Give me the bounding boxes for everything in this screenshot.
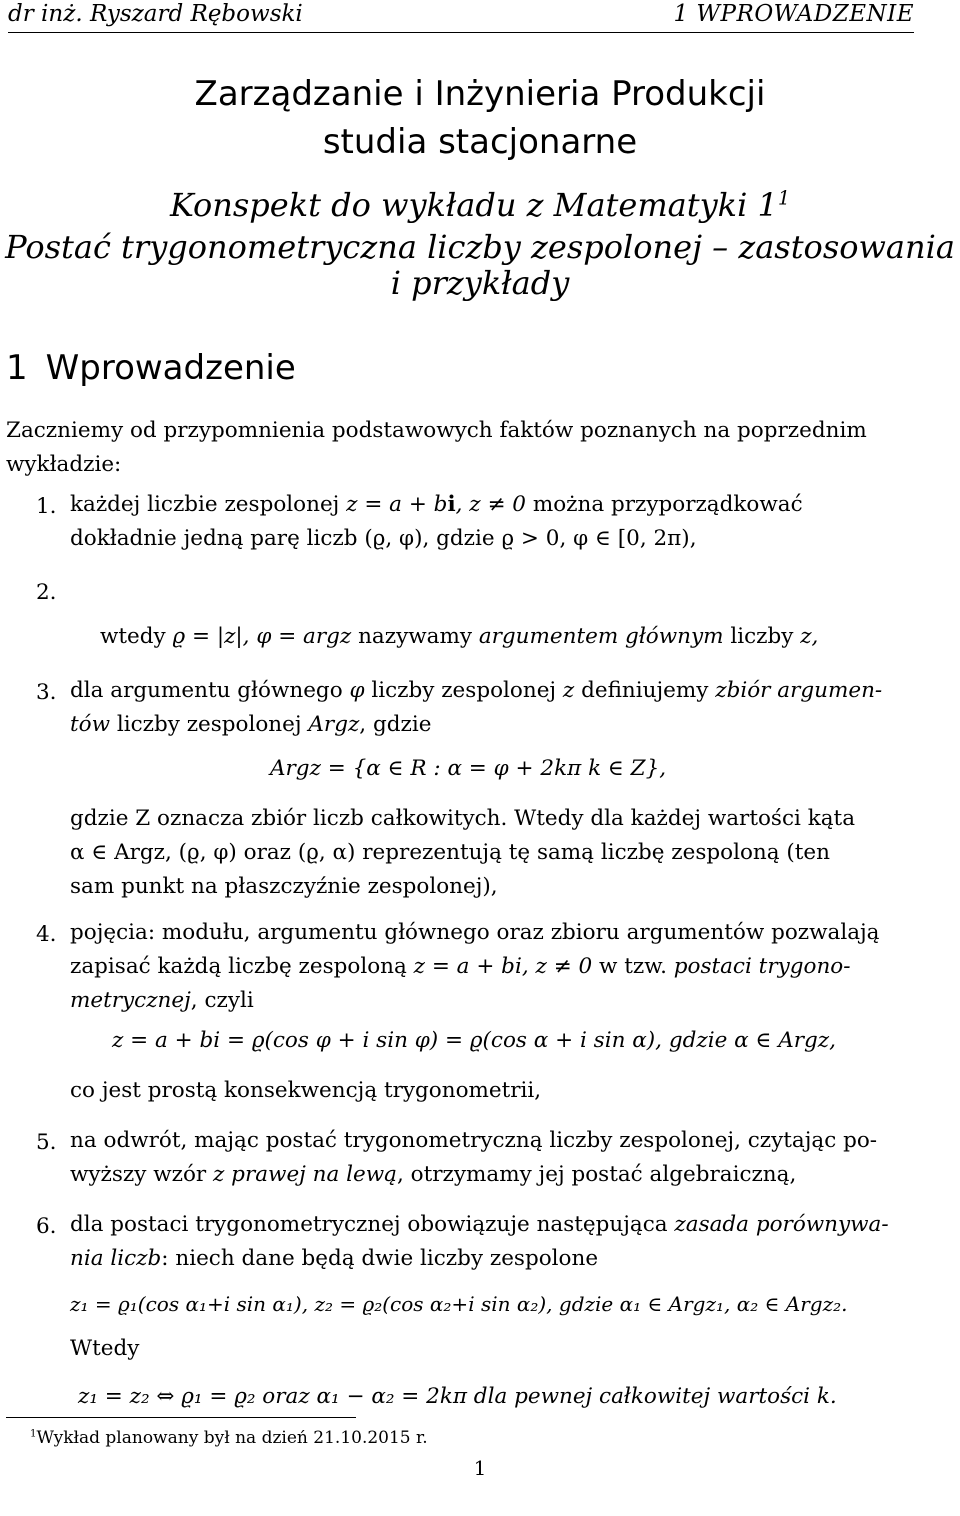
item-4-display-formula: z = a + bi = ϱ(cos φ + i sin φ) = ϱ(cos α + i sin α), gdzie α ∈ Argz, (112, 1028, 836, 1053)
item-4-text-a: zapisać każdą liczbę zespoloną (70, 954, 414, 979)
item-1-text-a: każdej liczbie zespolonej (70, 492, 347, 517)
footnote-text: Wykład planowany był na dzień 21.10.2015 r. (36, 1428, 428, 1448)
item-4-text-b: w tzw. (592, 954, 674, 979)
footnote-rule (6, 1417, 356, 1418)
item-3-line-5: sam punkt na płaszczyźnie zespolonej), (70, 874, 498, 899)
item-3-term-a: zbiór argumen- (715, 678, 883, 703)
item-5-text-a: wyższy wzór (70, 1162, 214, 1187)
item-2-term: argumentem głównym (478, 624, 724, 649)
item-2-text-a: wtedy (100, 624, 173, 649)
item-3-line-4: α ∈ Argz, (ϱ, φ) oraz (ϱ, α) reprezentują tę samą liczbę zespoloną (ten (70, 840, 830, 865)
item-6-term-b: nia liczb (70, 1246, 162, 1271)
item-4-term-b: metrycznej (70, 988, 191, 1013)
item-6-text-b: : niech dane będą dwie liczby zespolone (161, 1246, 599, 1271)
item-5 (70, 1124, 922, 1192)
section-heading (6, 348, 296, 388)
item-5-term: z prawej na lewą (213, 1162, 397, 1187)
item-5-number: 5. (36, 1130, 57, 1155)
item-3-text-d: liczby zespolonej (110, 712, 309, 737)
title-line-5: i przykłady (390, 264, 570, 302)
item-2-number: 2. (36, 580, 57, 605)
item-5-line-1: na odwrót, mając postać trygonometryczną liczby zespolonej, czytając po- (70, 1128, 878, 1153)
item-6-wtedy: Wtedy (70, 1336, 140, 1361)
item-4-line-1: pojęcia: modułu, argumentu głównego oraz zbioru argumentów pozwalają (70, 920, 880, 945)
item-6-text-a: dla postaci trygonometrycznej obowiązuje następująca (70, 1212, 675, 1237)
footnote-mark: 1 (30, 1428, 37, 1440)
title-line-4: Postać trygonometryczna liczby zespolonej – zastosowania (5, 228, 955, 266)
item-3-phi: φ (349, 678, 365, 703)
header-author: dr inż. Ryszard Rębowski (8, 1, 303, 27)
item-1 (70, 488, 922, 556)
item-3-continued (70, 802, 922, 904)
title-line-3 (0, 186, 960, 224)
item-2-text-c: liczby (723, 624, 801, 649)
item-3-z: z (562, 678, 575, 703)
item-5-text-b: , otrzymamy jej postać algebraiczną, (396, 1162, 797, 1187)
item-3-text-c: definiujemy (574, 678, 716, 703)
section-number: 1 (6, 348, 28, 388)
item-1-text-b: można przyporządkować (532, 492, 803, 517)
item-2-formula: ϱ = |z|, φ = argz (172, 624, 352, 649)
header-section: 1 WPROWADZENIE (673, 1, 914, 27)
item-4-formula: z = a + b (413, 954, 515, 979)
item-1-formula: z = a + b (346, 492, 448, 517)
item-3-display-formula: Argz = {α ∈ R : α = φ + 2kπ k ∈ Z}, (270, 756, 667, 781)
item-2 (100, 620, 920, 654)
header-rule (8, 32, 914, 33)
item-1-line-2: dokładnie jedną parę liczb (ϱ, φ), gdzie ϱ > 0, φ ∈ [0, 2π), (70, 526, 697, 551)
intro-paragraph: Zaczniemy od przypomnienia podstawowych faktów poznanych na poprzednim wykładzie: (6, 418, 867, 477)
item-4 (70, 916, 922, 1018)
item-4-text-c: , czyli (190, 988, 254, 1013)
item-6-number: 6. (36, 1214, 57, 1239)
item-1-number: 1. (36, 494, 57, 519)
item-3-number: 3. (36, 680, 57, 705)
item-6-display-formula-2: z₁ = z₂ ⇔ ϱ₁ = ϱ₂ oraz α₁ − α₂ = 2kπ dla pewnej całkowitej wartości k. (78, 1384, 837, 1409)
title-footnote-mark: 1 (777, 186, 791, 210)
item-4-term-a: postaci trygono- (673, 954, 851, 979)
item-3-argz: Argz (308, 712, 360, 737)
title-line-2: studia stacjonarne (322, 122, 638, 162)
item-1-condition: , z ≠ 0 (455, 492, 533, 517)
item-1-imag-unit: i (447, 492, 456, 517)
page-number: 1 (473, 1456, 487, 1480)
item-2-z: z, (800, 624, 819, 649)
item-6-display-formula-1: z₁ = ϱ₁(cos α₁+i sin α₁), z₂ = ϱ₂(cos α₂+i sin α₂), gdzie α₁ ∈ Argz₁, α₂ ∈ Argz₂. (70, 1292, 848, 1316)
running-header (8, 0, 914, 30)
item-4-number: 4. (36, 922, 57, 947)
item-3-text-a: dla argumentu głównego (70, 678, 350, 703)
title-line-3-text: Konspekt do wykładu z Matematyki 1 (169, 186, 778, 224)
item-4-condition: i, z ≠ 0 (514, 954, 593, 979)
title-line-1: Zarządzanie i Inżynieria Produkcji (194, 74, 766, 114)
item-3-text-b: liczby zespolonej (364, 678, 563, 703)
item-6-term-a: zasada porównywa- (674, 1212, 889, 1237)
item-2-text-b: nazywamy (351, 624, 479, 649)
item-3-text-e: , gdzie (359, 712, 432, 737)
section-title: Wprowadzenie (45, 348, 296, 388)
item-3 (70, 674, 922, 742)
item-4-line-4: co jest prostą konsekwencją trygonometrii, (70, 1078, 542, 1103)
footnote (30, 1428, 428, 1448)
item-6 (70, 1208, 922, 1276)
item-3-term-b: tów (70, 712, 110, 737)
item-3-line-3: gdzie Z oznacza zbiór liczb całkowitych. Wtedy dla każdej wartości kąta (70, 806, 856, 831)
